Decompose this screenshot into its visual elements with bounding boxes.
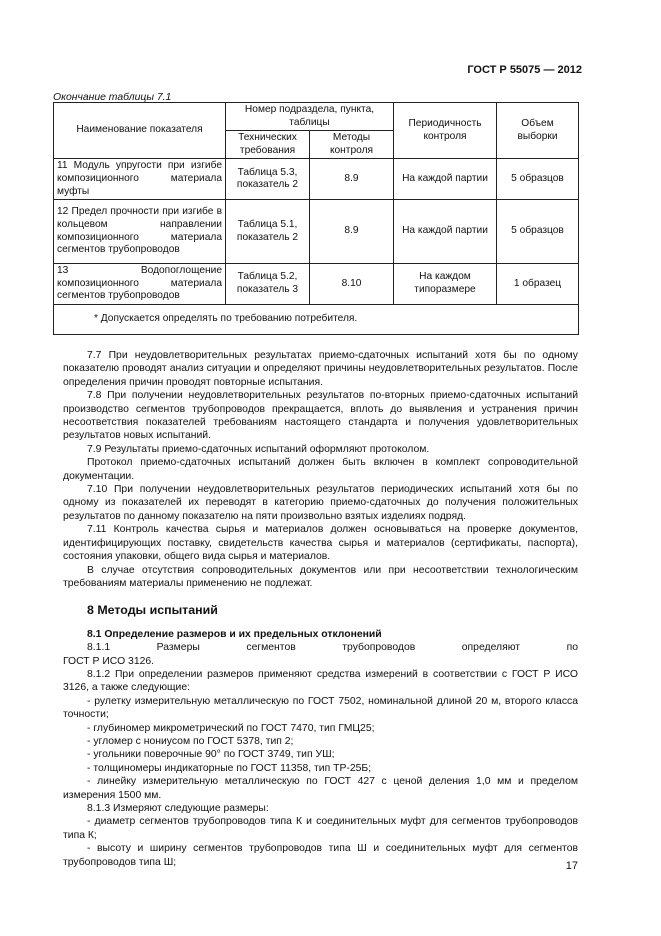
cell-volume: 5 образцов — [497, 200, 579, 264]
cell-method: 8.10 — [310, 264, 394, 305]
header-tech: Технических требования — [226, 131, 310, 159]
paragraph-7-10: 7.10 При получении неудовлетворительных результатов периодических испытаний хотя бы по одному из показателей их переводят в категорию приемо-сдаточных до получения положительных результатов по данному показателю на пяти произвольно взятых изделиях подряд. — [63, 484, 578, 522]
cell-method: 8.9 — [310, 200, 394, 264]
cell-period: На каждой партии — [394, 159, 497, 200]
table-7-1 — [53, 102, 579, 335]
paragraph-8-1-1-tail: ГОСТ Р ИСО 3126. — [63, 655, 155, 667]
cell-tech: Таблица 5.1, показатель 2 — [226, 200, 310, 264]
word: по — [566, 642, 578, 654]
paragraph-8-1-2: 8.1.2 При определении размеров применяют средства измерений в соответствии с ГОСТ Р ИСО 3126, а также следующие: — [63, 668, 578, 694]
table-caption: Окончание таблицы 7.1 — [53, 92, 172, 103]
cell-period: На каждой партии — [394, 200, 497, 264]
word: определяют — [461, 642, 521, 654]
table-row — [54, 200, 579, 264]
list-item: - линейку измерительную металлическую по ГОСТ 427 с ценой деления 1,0 мм и пределом измерения 1500 мм. — [63, 776, 578, 801]
list-item: - толщиномеры индикаторные по ГОСТ 11358, тип ТР-25Б; — [87, 762, 372, 774]
paragraph-7-9-protocol: Протокол приемо-сдаточных испытаний должен быть включен в комплект сопроводительной документации. — [63, 457, 578, 482]
word: трубопроводов — [342, 642, 416, 654]
paragraph-7-11: 7.11 Контроль качества сырья и материалов должен основываться на проверке документов, идентифицирующих поставку, свидетельств качества сырья и материалов (сертификаты, паспорта), состояния упаковки, общего вида сырья и материалов. — [63, 524, 578, 563]
list-item: - высоту и ширину сегментов трубопроводов типа Ш и соединительных муфт для сегментов трубопроводов типа Ш; — [63, 843, 578, 868]
cell-name: 13 Водопоглощение композиционного материала сегментов трубопроводов — [54, 264, 226, 305]
list-item: - угольники поверочные 90° по ГОСТ 3749, тип УШ; — [87, 749, 335, 761]
word: сегментов — [246, 642, 296, 654]
paragraph-7-9: 7.9 Результаты приемо-сдаточных испытаний оформляют протоколом. — [87, 443, 430, 455]
paragraph-8-1-3: 8.1.3 Измеряют следующие размеры: — [87, 803, 269, 814]
cell-tech: Таблица 5.3, показатель 2 — [226, 159, 310, 200]
header-periodicity: Периодичность контроля — [394, 103, 497, 159]
section-title: 8 Методы испытаний — [87, 603, 218, 618]
header-name: Наименование показателя — [54, 103, 226, 159]
header-methods: Методы контроля — [310, 131, 394, 159]
cell-volume: 1 образец — [497, 264, 579, 305]
subsection-title: 8.1 Определение размеров и их предельных отклонений — [87, 628, 382, 640]
body-text — [63, 349, 578, 869]
list-item: - угломер с нониусом по ГОСТ 5378, тип 2; — [87, 735, 294, 747]
word: 8.1.1 — [87, 642, 111, 654]
paragraph-7-7: 7.7 При неудовлетворительных результатах приемо-сдаточных испытаний хотя бы по одному показателю проводят анализ ситуации и определяют причины неудовлетворительных результатов. После определения причин проводят повторные испытания. — [63, 350, 578, 388]
cell-name: 12 Предел прочности при изгибе в кольцевом направлении композиционного материала сегментов трубопроводов — [54, 200, 226, 264]
header-section-group: Номер подраздела, пункта, таблицы — [226, 103, 394, 131]
table-note: * Допускается определять по требованию потребителя. — [54, 304, 579, 334]
paragraph-7-11-absence: В случае отсутствия сопроводительных документов или при несоответствии технологическим требованиям материалы применению не подлежат. — [63, 564, 578, 589]
cell-volume: 5 образцов — [497, 159, 579, 200]
page-number: 17 — [565, 860, 578, 872]
list-item: - диаметр сегментов трубопроводов типа К и соединительных муфт для сегментов трубопроводов типа К; — [63, 816, 578, 841]
cell-method: 8.9 — [310, 159, 394, 200]
cell-name: 11 Модуль упругости при изгибе композиционного материала муфты — [54, 159, 226, 200]
table-row — [54, 264, 579, 305]
cell-period: На каждом типоразмере — [394, 264, 497, 305]
word: Размеры — [156, 642, 200, 654]
paragraph-8-1-1 — [63, 641, 578, 654]
list-item: - глубиномер микрометрический по ГОСТ 7470, тип ГМЦ25; — [87, 722, 375, 734]
paragraph-7-8: 7.8 При получении неудовлетворительных результатов по-вторных приемо-сдаточных испытаний производство сегментов трубопроводов прекращается, вплоть до выявления и устранения причин несоответствия показателей требованиям настоящего стандарта и получения удовлетворительных результатов новых испытаний. — [63, 390, 578, 442]
header-volume: Объем выборки — [497, 103, 579, 159]
document-header: ГОСТ Р 55075 — 2012 — [467, 64, 582, 76]
cell-tech: Таблица 5.2, показатель 3 — [226, 264, 310, 305]
list-item: - рулетку измерительную металлическую по ГОСТ 7502, номинальной длиной 20 м, второго класса точности; — [63, 695, 578, 721]
table-row — [54, 159, 579, 200]
